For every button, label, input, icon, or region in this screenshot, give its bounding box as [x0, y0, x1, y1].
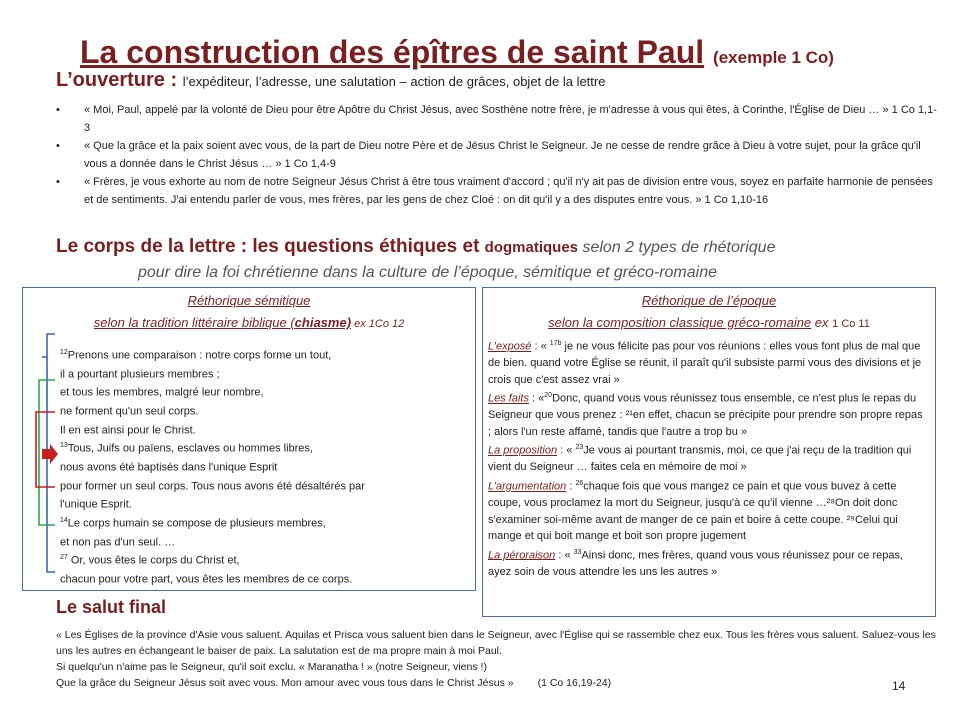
bullet-dot: •	[56, 140, 60, 152]
salut-line: « Les Églises de la province d'Asie vous saluent. Aquilas et Prisca vous saluent bien dans le Seigneur, avec l'Église qui se rassemble chez eux. Tous les frères vous saluent. Saluez-vous les uns les autres en échangeant le baiser de paix. La salutation est de ma propre main à moi Paul.	[56, 629, 936, 657]
semitic-line: $^{12}$Prenons une comparaison : notre corps forme un tout,	[60, 349, 332, 362]
corps-heading-a: Le corps de la lettre : les questions éthiques et	[56, 236, 485, 257]
bullet-dot: •	[56, 104, 60, 116]
ouverture-heading	[56, 69, 605, 92]
semitic-line: Il en est ainsi pour le Christ.	[60, 424, 196, 437]
semitic-line: ne forment qu'un seul corps.	[60, 405, 199, 418]
semitic-line: pour former un seul corps. Tous nous avons été désaltérés par	[60, 480, 365, 493]
salut-line: Que la grâce du Seigneur Jésus soit avec vous. Mon amour avec vous tous dans le Christ Jésus » (1 Co 16,19-24)	[56, 677, 612, 689]
ouverture-bullet-2	[56, 137, 936, 173]
bullet-text: « Moi, Paul, appelé par la volonté de Dieu pour être Apôtre du Christ Jésus, avec Sosthène notre frère, je m'adresse à vous qui êtes, à Corinthe, l'Église de Dieu … » 1 Co 1,1-3	[84, 104, 937, 134]
semitic-line: et tous les membres, malgré leur nombre,	[60, 386, 264, 399]
semitic-line: $^{13}$Tous, Juifs ou païens, esclaves ou hommes libres,	[60, 442, 313, 455]
ouverture-colon: :	[164, 69, 183, 91]
semitic-line: l'unique Esprit.	[60, 498, 132, 511]
corps-subheading: pour dire la foi chrétienne dans la culture de l’époque, sémitique et gréco-romaine	[138, 264, 718, 281]
page-number: 14	[892, 679, 906, 693]
classic-section-expose: L’exposé : « $^{17b}$ je ne vous félicite pas pour vos réunions : elles vous font plus de mal que de bien. quand votre Église se réunit, il paraît qu'il subsiste parmi vous des divisions et je crois que c'est assez vrai »	[488, 340, 922, 386]
classic-section-peroraison: La péroraison : « $^{33}$Ainsi donc, mes frères, quand vous vous réunissez pour ce repas, ayez soin de vous attendre les uns les autres »	[488, 548, 904, 578]
corps-heading	[56, 236, 775, 258]
ouverture-bullet-1	[56, 101, 936, 137]
ouverture-description: l’expéditeur, l’adresse, une salutation – action de grâces, objet de la lettre	[182, 74, 606, 89]
ouverture-bullet-3	[56, 173, 936, 227]
bullet-text: « Que la grâce et la paix soient avec vous, de la part de Dieu notre Père et de Jésus Christ le Seigneur. Je ne cesse de rendre grâce à Dieu à votre sujet, pour la grâce qu'il vous a donnée dans le Christ Jésus … » 1 Co 1,4-9	[84, 140, 921, 170]
classic-text	[488, 336, 928, 580]
title-example: (exemple 1 Co)	[713, 48, 834, 67]
salut-heading: Le salut final	[56, 597, 167, 617]
semitic-text	[60, 345, 460, 588]
classic-title-1: Réthorique de l’époque	[641, 293, 777, 308]
ouverture-title: L’ouverture	[56, 69, 165, 91]
title-main: La construction des épîtres de saint Paul	[80, 34, 705, 70]
corps-heading-c: selon 2 types de rhétorique	[578, 239, 776, 256]
semitic-line: il a pourtant plusieurs membres ;	[60, 368, 220, 381]
classic-section-argumentation: L’argumentation : $^{26}$chaque fois que vous mangez ce pain et que vous buvez à cette coupe, vous proclamez la mort du Seigneur, jusqu'à ce qu'il vienne …²⁸On doit donc s'examiner soi-même avant de manger de ce pain et boire à cette coupe. ²⁹Celui qui mange et qui boit mange et boit son propre jugement	[488, 479, 898, 543]
classic-section-proposition: La proposition : « $^{23}$Je vous ai pourtant transmis, moi, ce que j'ai reçu de la tradition qui vient du Seigneur … faites cela en mémoire de moi »	[488, 444, 912, 474]
bullet-dot: •	[56, 176, 60, 188]
classic-title-2: selon la composition classique gréco-romaine ex 1 Co 11	[548, 315, 870, 330]
salut-reference: (1 Co 16,19-24)	[537, 677, 612, 689]
semitic-title-2: selon la tradition littéraire biblique (chiasme) ex 1Co 12	[93, 315, 405, 330]
semitic-line: $^{14}$Le corps humain se compose de plusieurs membres,	[60, 516, 326, 530]
page-title	[80, 34, 900, 71]
chiasm-center-arrow-icon	[42, 444, 58, 464]
semitic-line: chacun pour votre part, vous êtes les membres de ce corps.	[60, 573, 353, 586]
corps-heading-b: dogmatiques	[484, 239, 579, 256]
semitic-title-1: Réthorique sémitique	[187, 293, 311, 308]
semitic-line: et non pas d'un seul. …	[60, 536, 176, 549]
classic-section-faits: Les faits : «$^{20}$Donc, quand vous vous réunissez tous ensemble, ce n'est plus le repas du Seigneur que vous prenez : ²¹en effet, chacun se précipite pour prendre son propre repas ; alors l'un reste affamé, tandis que l'autre a trop bu »	[488, 392, 923, 438]
salut-text	[56, 627, 936, 691]
semitic-line: nous avons été baptisés dans l'unique Esprit	[60, 461, 278, 474]
bullet-text: « Frères, je vous exhorte au nom de notre Seigneur Jésus Christ à être tous vraiment d'accord ; qu'il n'y ait pas de division entre vous, soyez en parfaite harmonie de pensées et de sentiments. J'ai entendu parler de vous, mes frères, par les gens de chez Cloé : on dit qu'il y a des disputes entre vous. » 1 Co 1,10-16	[84, 176, 933, 206]
semitic-line: $^{27}$ Or, vous êtes le corps du Christ et,	[60, 554, 240, 567]
salut-line: Si quelqu'un n'aime pas le Seigneur, qu'il soit exclu. « Maranatha ! » (notre Seigneur, viens !)	[56, 661, 487, 673]
